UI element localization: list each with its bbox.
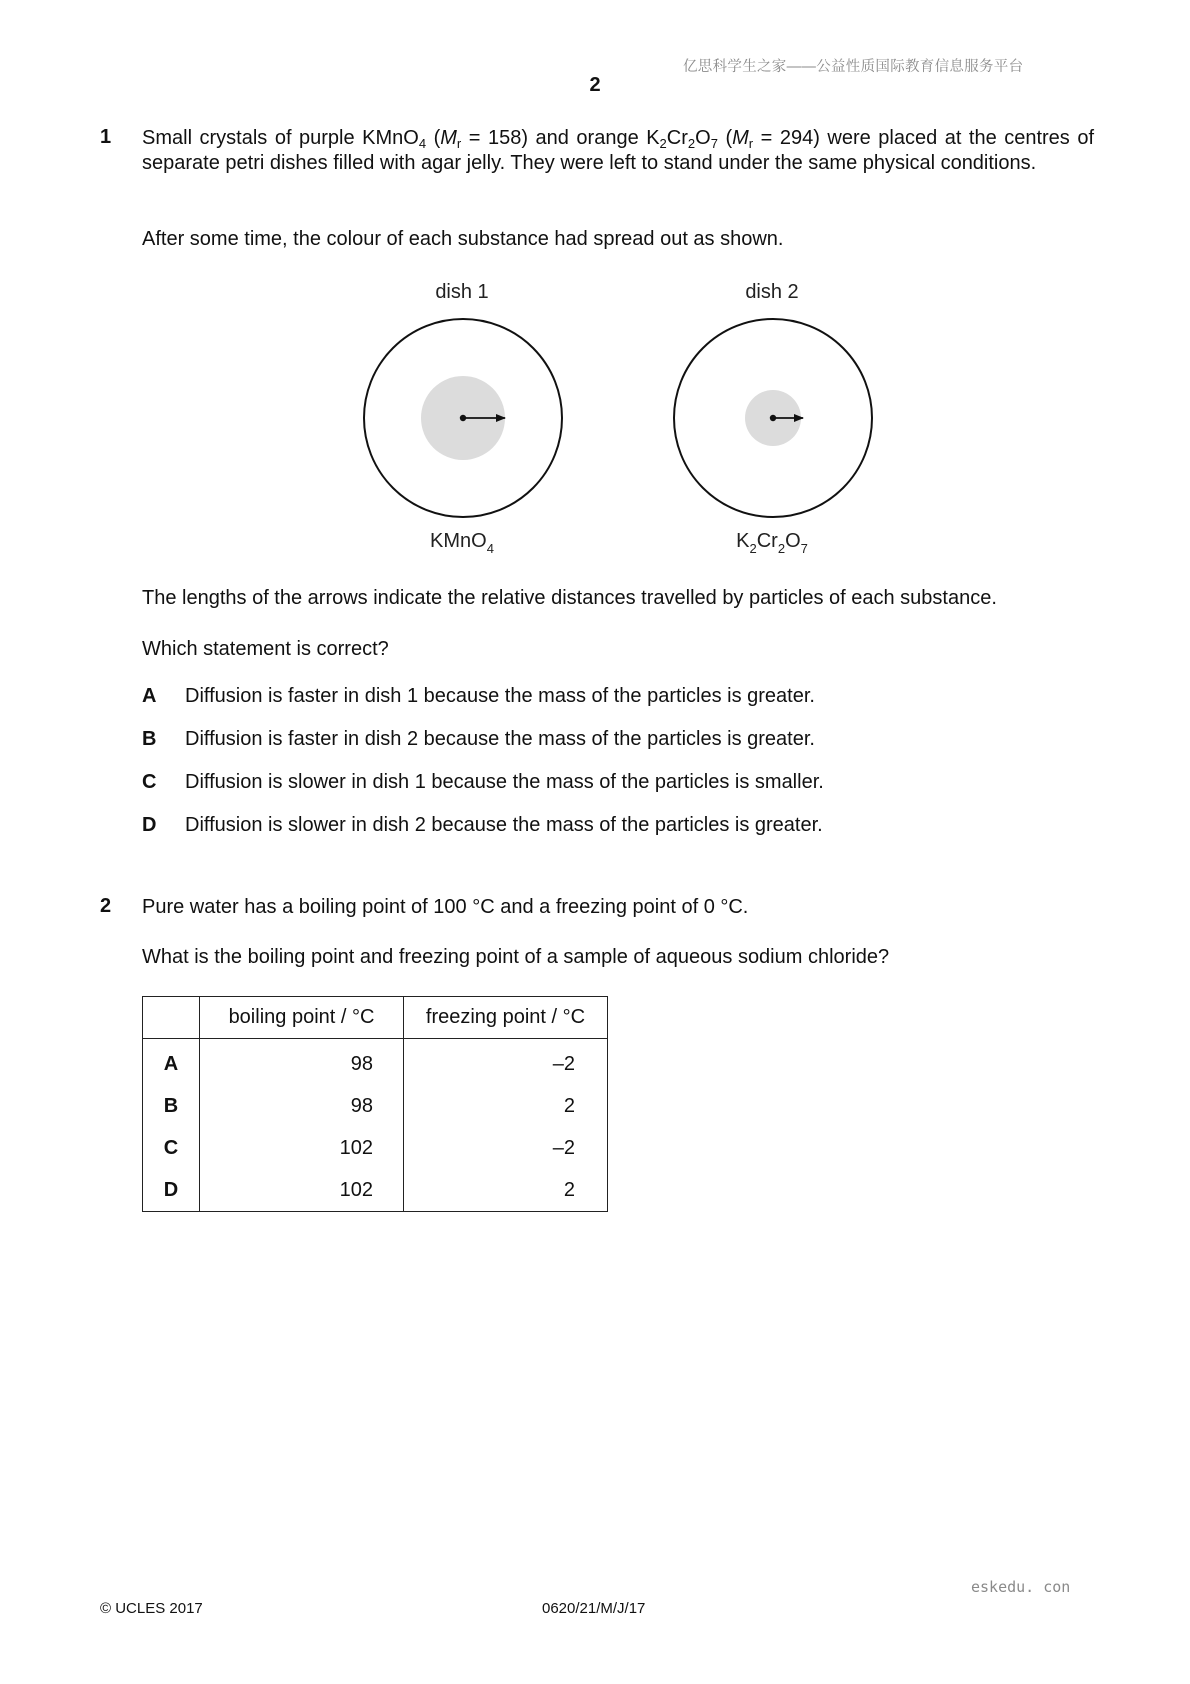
freezing-cell: –2 <box>552 1136 575 1159</box>
petri-dish-diagram <box>340 270 900 560</box>
question-1-after-text: After some time, the colour of each substance had spread out as shown. <box>142 228 784 250</box>
dish-2-formula: $K_2Cr_2O_7$ <box>736 530 808 556</box>
footer-copyright: © UCLES 2017 <box>100 1600 203 1617</box>
row-letter: A <box>143 1039 200 1086</box>
table-row[interactable] <box>143 1085 608 1127</box>
table-header-cell: boiling point / °C <box>200 997 404 1039</box>
question-1-intro: Small crystals of purple KMnO$_4$ $(M_r = 158)$ and orange $K_2Cr_2O_7$ $(M_r = 294)$ were placed at the centres of separate petri dishes filled with agar jelly. They were left to stand under the same physical conditions. <box>142 127 1095 174</box>
option-text: Diffusion is slower in dish 1 because the mass of the particles is smaller. <box>185 771 824 793</box>
dish-1-formula: KMnO$_4$ <box>430 530 494 556</box>
option-letter: B <box>142 728 157 750</box>
question-1-arrow-note: The lengths of the arrows indicate the relative distances travelled by particles of each substance. <box>142 587 997 609</box>
question-1-number: 1 <box>100 126 112 148</box>
header-watermark: 亿思科学生之家——公益性质国际教育信息服务平台 <box>683 59 1024 75</box>
row-letter: D <box>143 1169 200 1212</box>
answer-table <box>142 996 608 1212</box>
boiling-cell: 102 <box>200 1127 404 1169</box>
footer-watermark: eskedu. con <box>971 1578 1071 1596</box>
option-b[interactable] <box>142 728 815 751</box>
option-c[interactable] <box>142 771 824 794</box>
row-letter: C <box>143 1127 200 1169</box>
table-header-cell <box>143 997 200 1039</box>
row-letter: B <box>143 1085 200 1127</box>
table-header-cell: freezing point / °C <box>404 997 608 1039</box>
table-header-row <box>143 997 608 1039</box>
question-2-intro: Pure water has a boiling point of 100 °C and a freezing point of 0 °C. <box>142 896 749 918</box>
dish-1-label: dish 1 <box>435 281 489 303</box>
boiling-cell: 102 <box>200 1169 404 1212</box>
question-2-number: 2 <box>100 895 112 917</box>
page-number: 2 <box>589 74 601 96</box>
option-text: Diffusion is slower in dish 2 because the mass of the particles is greater. <box>185 814 823 836</box>
freezing-cell: 2 <box>563 1178 575 1201</box>
question-2-prompt: What is the boiling point and freezing point of a sample of aqueous sodium chloride? <box>142 946 890 968</box>
question-1-prompt: Which statement is correct? <box>142 638 389 660</box>
freezing-cell: 2 <box>563 1094 575 1117</box>
dish-2 <box>674 319 872 517</box>
freezing-cell: –2 <box>552 1052 575 1075</box>
table-row[interactable] <box>143 1039 608 1086</box>
table-row[interactable] <box>143 1169 608 1212</box>
option-d[interactable] <box>142 814 823 837</box>
footer-paper-code: 0620/21/M/J/17 <box>542 1600 646 1617</box>
option-letter: D <box>142 814 157 836</box>
option-text: Diffusion is faster in dish 2 because the mass of the particles is greater. <box>185 728 815 750</box>
boiling-cell: 98 <box>200 1085 404 1127</box>
option-letter: A <box>142 685 157 707</box>
option-text: Diffusion is faster in dish 1 because the mass of the particles is greater. <box>185 685 815 707</box>
table-row[interactable] <box>143 1127 608 1169</box>
dish-1 <box>364 319 562 517</box>
dish-2-label: dish 2 <box>745 281 799 303</box>
option-a[interactable] <box>142 685 815 708</box>
boiling-cell: 98 <box>200 1039 404 1086</box>
option-letter: C <box>142 771 157 793</box>
